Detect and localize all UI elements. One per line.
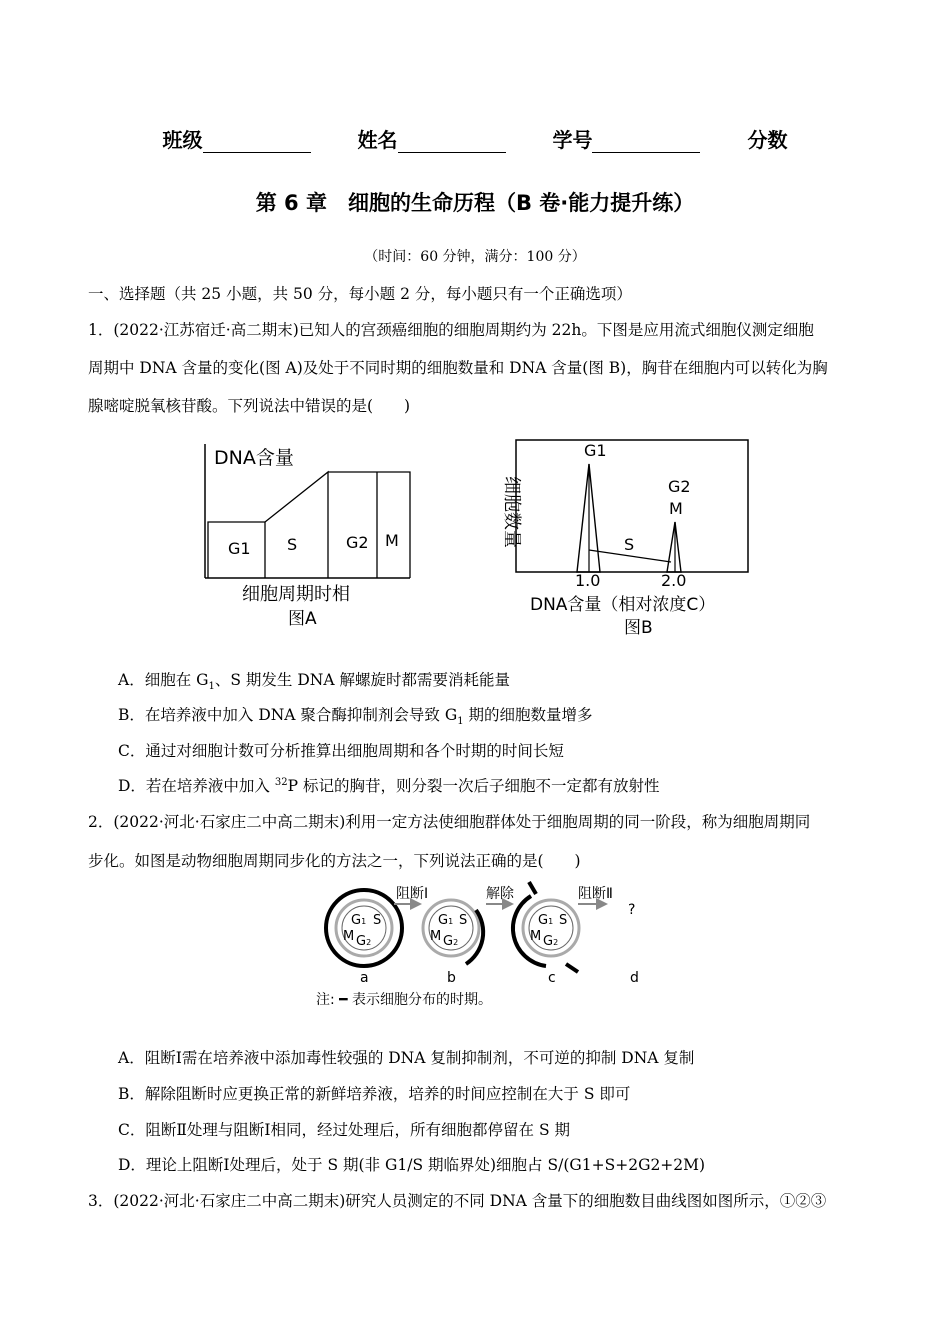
figure-b (478, 436, 758, 640)
page-subtitle: （时间：60 分钟，满分：100 分） (364, 249, 586, 265)
q2-option-d[interactable]: D．理论上阻断Ⅰ处理后，处于 S 期(非 G1/S 期临界处)细胞占 S/(G1+S+2G2+2M) (118, 1156, 706, 1174)
q2-option-b[interactable]: B．解除阻断时应更换正常的新鲜培养液，培养的时间应控制在大于 S 即可 (118, 1085, 631, 1103)
q1-option-b[interactable]: B．在培养液中加入 DNA 聚合酶抑制剂会导致 $G_1$ 期的细胞数量增多 (118, 706, 593, 728)
fig-a-phase-m: M (385, 531, 399, 550)
svg-text:M: M (530, 929, 542, 944)
svg-text:M: M (343, 929, 355, 944)
svg-text:S: S (373, 913, 382, 928)
fig-b-xlabel: DNA含量（相对浓度C） (530, 595, 716, 615)
q2-option-c[interactable]: C．阻断Ⅱ处理与阻断Ⅰ相同，经过处理后，所有细胞都停留在 S 期 (118, 1121, 570, 1139)
q3-line1: 3．(2022·河北·石家庄二中高二期末)研究人员测定的不同 DNA 含量下的细胞数目曲线图如图所示，①②③ (88, 1192, 827, 1210)
svg-text:S: S (559, 913, 568, 928)
label-question: ? (628, 902, 636, 918)
q1-line2: 周期中 DNA 含量的变化(图 A)及处于不同时期的细胞数量和 DNA 含量(图 B)，胸苷在细胞内可以转化为胸 (88, 359, 828, 377)
label-block-2: 阻断Ⅱ (578, 886, 613, 902)
label-block-1: 阻断Ⅰ (396, 886, 429, 902)
q1-line3: 腺嘧啶脱氧核苷酸。下列说法中错误的是( ) (88, 397, 411, 415)
name-field[interactable]: 姓名 (358, 124, 506, 153)
fig-a-xlabel: 细胞周期时相 (242, 584, 350, 605)
svg-text:M: M (430, 929, 442, 944)
figure-a (200, 438, 420, 634)
fig-b-tick-1: 1.0 (575, 571, 601, 590)
fig-a-phase-g2: G2 (346, 533, 369, 552)
page-title: 第 6 章 细胞的生命历程（B 卷·能力提升练） (255, 191, 695, 215)
cell-label-a: a (360, 970, 369, 986)
q2-line1: 2．(2022·河北·石家庄二中高二期末)利用一定方法使细胞群体处于细胞周期的同一阶段，称为细胞周期同 (88, 813, 811, 831)
svg-text:G1: G1 (351, 913, 367, 928)
fig-b-middle-s: S (624, 535, 635, 554)
fig-a-ylabel: DNA含量 (214, 447, 294, 469)
q1-option-d[interactable]: D．若在培养液中加入 $^{32}$P 标记的胸苷，则分裂一次后子细胞不一定都有放射性 (118, 776, 660, 795)
q1-line1: 1．(2022·江苏宿迁·高二期末)已知人的宫颈癌细胞的细胞周期约为 22h。下图是应用流式细胞仪测定细胞 (88, 321, 814, 339)
cell-a (326, 890, 402, 966)
svg-text:G2: G2 (356, 934, 372, 949)
fig-b-tick-2: 2.0 (661, 571, 687, 590)
cell-label-d: d (630, 970, 639, 986)
student-info-header (0, 124, 950, 153)
cell-label-c: c (548, 970, 556, 986)
cell-c (513, 882, 579, 972)
q1-option-c[interactable]: C．通过对细胞计数可分析推算出细胞周期和各个时期的时间长短 (118, 742, 564, 760)
q2-line2: 步化。如图是动物细胞周期同步化的方法之一，下列说法正确的是( ) (88, 852, 581, 870)
label-release: 解除 (486, 886, 514, 902)
figure-note: 注: ━ 表示细胞分布的时期。 (316, 992, 493, 1008)
svg-text:G2: G2 (543, 934, 559, 949)
fig-a-phase-s: S (287, 535, 298, 554)
fig-a-phase-g1: G1 (228, 539, 251, 558)
fig-b-caption: 图B (624, 618, 653, 638)
fig-b-peak-g2: G2 (668, 477, 691, 496)
score-field: 分数 (747, 128, 788, 152)
svg-text:G2: G2 (443, 934, 459, 949)
fig-b-ylabel: 细胞数量 (501, 476, 522, 548)
fig-b-peak-m: M (669, 499, 683, 518)
cell-label-b: b (447, 970, 456, 986)
fig-b-peak-g1: G1 (584, 441, 607, 460)
cell-b (423, 900, 483, 964)
class-field[interactable]: 班级 (163, 124, 311, 153)
q2-option-a[interactable]: A．阻断Ⅰ需在培养液中添加毒性较强的 DNA 复制抑制剂，不可逆的抑制 DNA 复制 (118, 1049, 695, 1067)
student-id-field[interactable]: 学号 (552, 124, 700, 153)
section-heading: 一、选择题（共 25 小题，共 50 分，每小题 2 分，每小题只有一个正确选项） (88, 285, 632, 303)
fig-a-caption: 图A (288, 609, 317, 629)
svg-text:G1: G1 (538, 913, 554, 928)
svg-text:G1: G1 (438, 913, 454, 928)
svg-text:S: S (459, 913, 468, 928)
q1-option-a[interactable]: A．细胞在 $G_1$、S 期发生 DNA 解螺旋时都需要消耗能量 (118, 671, 510, 693)
cell-cycle-sync-figure (316, 880, 656, 1012)
